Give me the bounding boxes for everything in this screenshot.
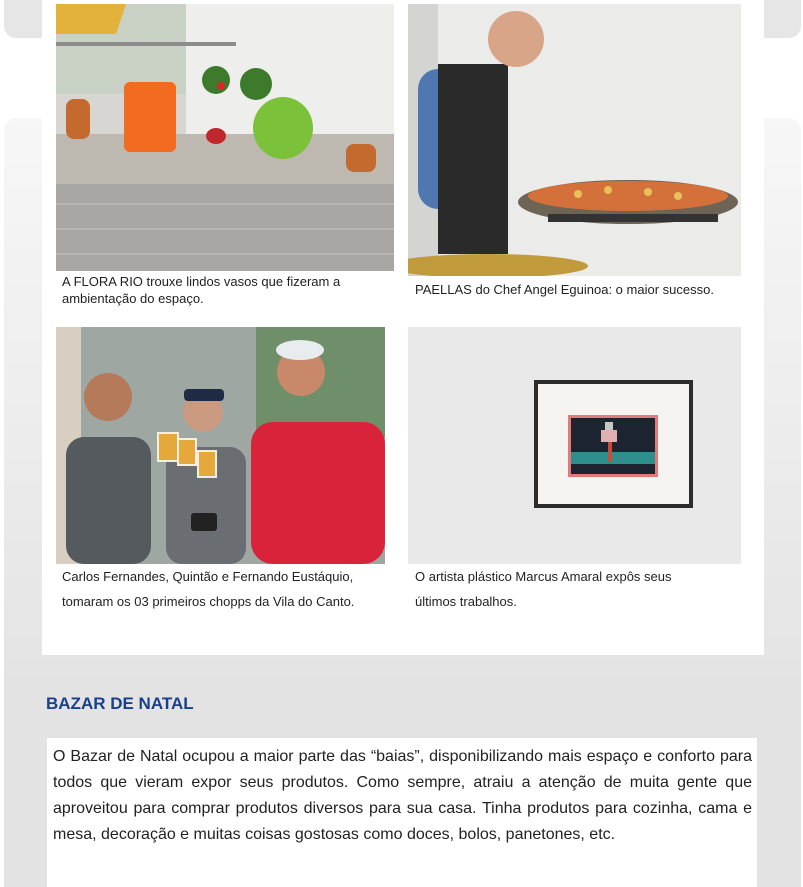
three-men-toasting-photo bbox=[56, 327, 385, 564]
bazar-title: BAZAR DE NATAL bbox=[46, 694, 194, 713]
flora-rio-caption: A FLORA RIO trouxe lindos vasos que fizeram a ambientação do espaço. bbox=[62, 274, 341, 306]
bazar-body-text: O Bazar de Natal ocupou a maior parte das “baias”, disponibilizando mais espaço e conforto para todos que vieram expor seus produtos. Como sempre, atraiu a atenção de muita gente que aproveitou para comprar produtos diversos para sua casa. Tinha produtos para cozinha, cama e mesa, decoração e muitas coisas gostosas como doces, bolos, panetones, etc. bbox=[53, 748, 752, 843]
flora-rio-vases-photo bbox=[56, 4, 394, 271]
paella-caption: PAELLAS do Chef Angel Eguinoa: o maior sucesso. bbox=[415, 282, 714, 297]
toasting-caption: Carlos Fernandes, Quintão e Fernando Eustáquio, tomaram os 03 primeiros chopps da Vila do Canto. bbox=[62, 569, 355, 609]
artwork-caption: O artista plástico Marcus Amaral expôs seus últimos trabalhos. bbox=[415, 569, 672, 609]
paella-chef-photo bbox=[408, 4, 741, 276]
framed-artwork-photo bbox=[408, 327, 741, 564]
